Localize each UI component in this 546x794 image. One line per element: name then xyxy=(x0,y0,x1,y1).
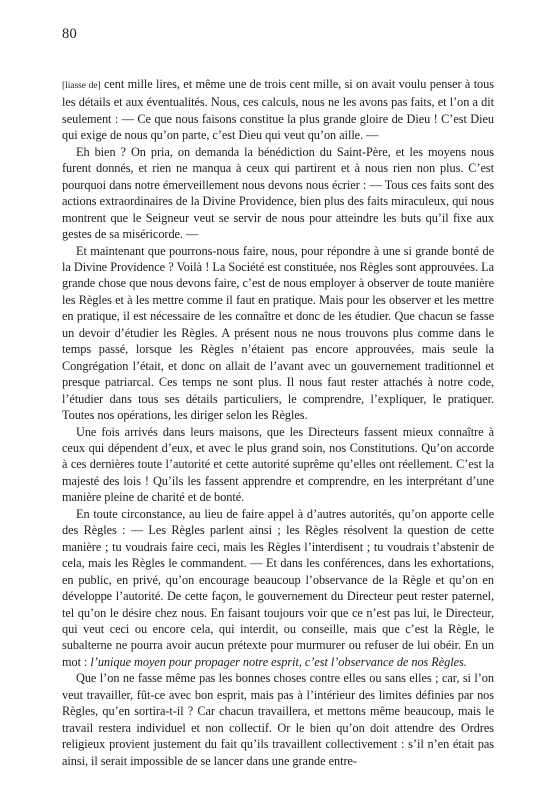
paragraph: Une fois arrivés dans leurs maisons, que les Directeurs fassent mieux connaître à ceux qui dépendent d’eux, et avec le plus grand soin, nos Constitutions. Qu’on accorde à ces dernières toute l’autorité et cette autorité suprême qu’elles ont réellement. C’est la majesté des lois ! Qu’ils les fassent apprendre et comprendre, en les interprétant d’une manière pleine de charité et de bonté. xyxy=(62,424,494,505)
bracket-note: [liasse de] xyxy=(62,81,101,91)
paragraph: Eh bien ? On pria, on demanda la bénédiction du Saint-Père, et les moyens nous furent donnés, et rien ne manqua à ceux qui partirent et à nous rien non plus. C’est pourquoi dans notre émerveillement nous devons nous écrier : — Tous ces faits sont des actions extraordinaires de la Divine Providence, bien plus des faits miraculeux, qui nous montrent que le Seigneur veut se servir de nous pour atteindre les buts qu’il fixe aux gestes de sa miséricorde. — xyxy=(62,144,494,242)
paragraph-text: En toute circonstance, au lieu de faire appel à d’autres autorités, qu’on apporte celle des Règles : — Les Règles parlent ainsi ; les Règles résolvent la question de cette manière ; tu voudrais faire ceci, mais les Règles l’interdisent ; tu voudrais t’abstenir de cela, mais les Règles le commandent. — Et dans les conférences, dans les exhortations, en public, en privé, qu’on encourage beaucoup l’observance de la Règle et qu’on en développe l’autorité. De cette façon, le gouvernement du Directeur peut rester paternel, tel qu’on le désire chez nous. En faisant toujours voir que ce n’est pas lui, le Directeur, qui veut ceci ou encore cela, qui interdit, ou conseille, mais que c’est la Règle, le subalterne ne pourra avoir aucun prétexte pour murmurer ou refuser de lui obéir. En un mot : xyxy=(62,506,494,669)
paragraph: Que l’on ne fasse même pas les bonnes choses contre elles ou sans elles ; car, si l’on veut travailler, fût-ce avec bon esprit, mais pas à l’intérieur des limites définies par nos Règles, qu’en sortira-t-il ? Car chacun travaillera, et mettons même beaucoup, mais le travail restera individuel et non collectif. Or le bien qu’on doit attendre des Ordres religieux provient justement du fait qu’ils travaillent collectivement : s’il n’en était pas ainsi, il serait impossible de se lancer dans une grande entre- xyxy=(62,671,494,768)
paragraph xyxy=(62,76,494,144)
body-text xyxy=(62,76,494,769)
paragraph xyxy=(62,506,494,671)
page-number: 80 xyxy=(62,26,77,42)
paragraph-text: cent mille lires, et même une de trois cent mille, si on avait voulu penser à tous les détails et aux éventualités. Nous, ces calculs, nous ne les avons pas faits, et l’on a dit seulement : — Ce que nous faisons constitue la plus grande gloire de Dieu ! C’est Dieu qui exige de nous qu’on parte, c’est Dieu qui veut qu’on aille. — xyxy=(62,77,494,143)
emphasis-text: l’unique moyen pour propager notre esprit, c’est l’observance de nos Règles. xyxy=(90,654,467,669)
paragraph: Et maintenant que pourrons-nous faire, nous, pour répondre à une si grande bonté de la Divine Providence ? Voilà ! La Société est constituée, nos Règles sont approuvées. La grande chose que nous devons faire, c’est de nous employer à observer de toute manière les Règles et à les mettre comme il faut en pratique. Mais pour les observer et les mettre en pratique, il est nécessaire de les connaître et donc de les étudier. Que chacun se fasse un devoir d’étudier les Règles. A présent nous ne nous trouvons plus comme dans le temps passé, lorsque les Règles n’étaient pas encore approuvées, mais seule la Congrégation l’était, et donc on allait de l’avant avec un gouvernement traditionnel et presque patriarcal. Ces temps ne sont plus. Il nous faut rester attachés à notre code, l’étudier dans tous ses détails particuliers, le comprendre, l’expliquer, le pratiquer. Toutes nos opérations, les diriger selon les Règles. xyxy=(62,243,494,423)
